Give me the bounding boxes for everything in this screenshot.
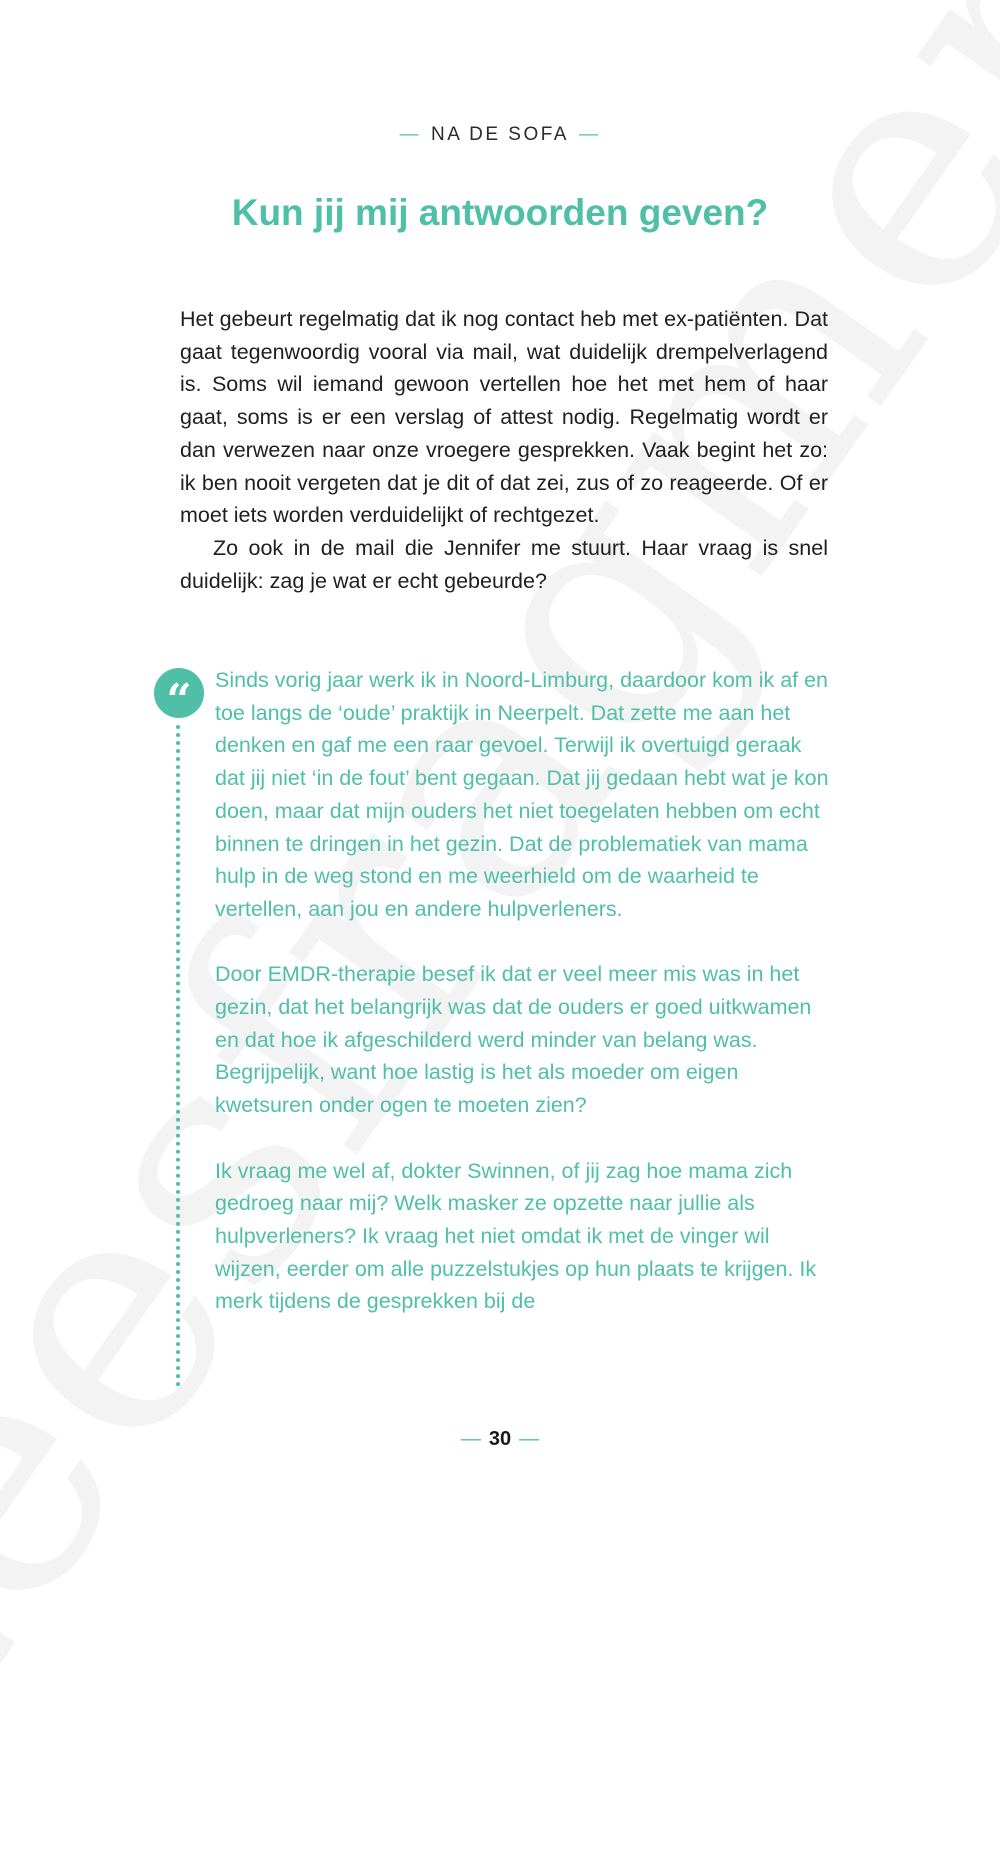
body-text — [180, 303, 828, 597]
folio-dash-right: — — [519, 1428, 540, 1450]
page-footer — [0, 1428, 1000, 1451]
quote-paragraph: Door EMDR-therapie besef ik dat er veel meer mis was in het gezin, dat het belangrijk was dat de ouders er goed uitkwamen en dat hoe ik afgeschilderd werd minder van belang was. Begrijpelijk, want hoe lastig is het als moeder om eigen kwetsuren onder ogen te moeten zien? — [215, 962, 812, 1118]
page-number: 30 — [488, 1428, 512, 1450]
body-paragraph: Zo ook in de mail die Jennifer me stuurt. Haar vraag is snel duidelijk: zag je wat er echt gebeurde? — [180, 535, 828, 593]
quote-dotted-rule — [176, 725, 180, 1387]
quote-mark-icon: “ — [154, 668, 204, 718]
quote-block — [215, 664, 835, 1351]
quote-paragraph: Sinds vorig jaar werk ik in Noord-Limburg, daardoor kom ik af en toe langs de ‘oude’ praktijk in Neerpelt. Dat zette me aan het denken en gaf me een raar gevoel. Terwijl ik overtuigd geraak dat jij niet ‘in de fout’ bent gegaan. Dat jij gedaan hebt wat je kon doen, maar dat mijn ouders het niet toegelaten hebben om echt binnen te dringen in het gezin. Dat de problematiek van mama hulp in de weg stond en me weerhield om de waarheid te vertellen, aan jou en andere hulpverleners. — [215, 668, 829, 921]
body-paragraph: Het gebeurt regelmatig dat ik nog contact heb met ex-patiënten. Dat gaat tegenwoordig vooral via mail, wat duidelijk drempelverlagend is. Soms wil iemand gewoon vertellen hoe het met hem of haar gaat, soms is er een verslag of attest nodig. Regelmatig wordt er dan verwezen naar onze vroegere gesprekken. Vaak begint het zo: ik ben nooit vergeten dat je dit of dat zei, zus of zo reageerde. Of er moet iets worden verduidelijkt of rechtgezet. — [180, 307, 828, 528]
running-head — [0, 124, 1000, 146]
quote-paragraph: Ik vraag me wel af, dokter Swinnen, of jij zag hoe mama zich gedroeg naar mij? Welk masker ze opzette naar jullie als hulpverleners? Ik vraag het niet omdat ik met de vinger wil wijzen, eerder om alle puzzelstukjes op hun plaats te krijgen. Ik merk tijdens de gesprekken bij de — [215, 1158, 817, 1314]
running-head-label: NA DE SOFA — [431, 124, 569, 145]
running-head-dash-right: — — [578, 124, 601, 145]
chapter-title: Kun jij mij antwoorden geven? — [231, 192, 769, 233]
folio-dash-left: — — [460, 1428, 481, 1450]
running-head-dash-left: — — [399, 124, 421, 145]
